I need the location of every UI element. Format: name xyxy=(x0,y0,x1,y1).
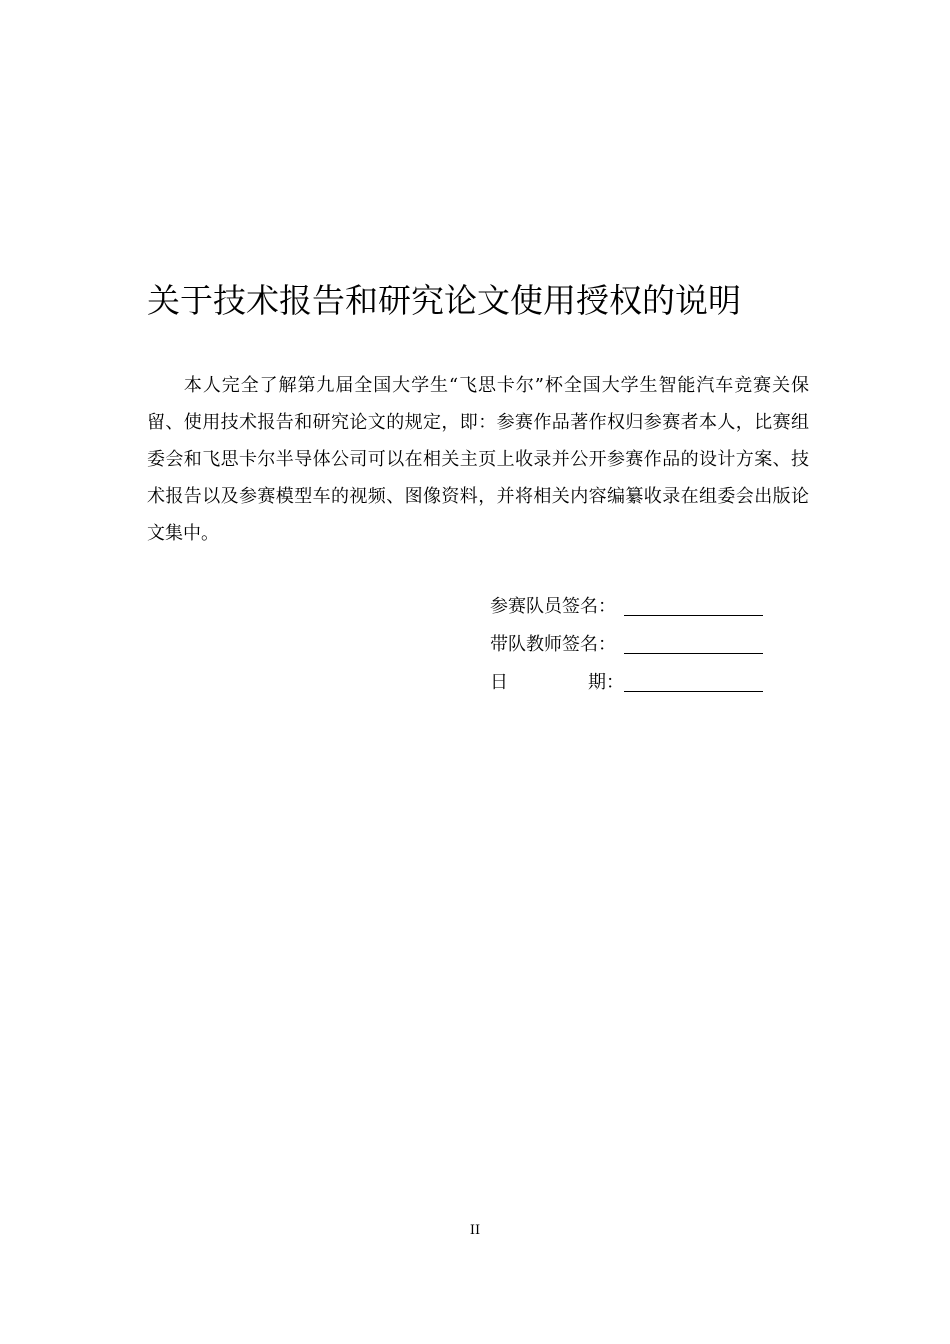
page-number: II xyxy=(469,1223,481,1238)
advisor-signature-line xyxy=(624,627,763,654)
advisor-signature-row xyxy=(490,627,780,665)
authorization-paragraph xyxy=(147,367,809,552)
page-title: 关于技术报告和研究论文使用授权的说明 xyxy=(147,281,741,320)
signature-block xyxy=(490,589,780,703)
date-row xyxy=(490,665,780,703)
date-line xyxy=(624,665,763,692)
member-signature-line xyxy=(624,589,763,616)
advisor-signature-label: 带队教师签名： xyxy=(490,634,616,655)
member-signature-row xyxy=(490,589,780,627)
member-signature-label: 参赛队员签名： xyxy=(490,596,616,617)
date-label-second: 期： xyxy=(588,672,624,693)
date-label-first: 日 xyxy=(490,672,508,693)
date-label xyxy=(490,665,624,701)
paragraph-text: 本人完全了解第九届全国大学生“飞思卡尔”杯全国大学生智能汽车竞赛关保留、使用技术报告和研究论文的规定，即：参赛作品著作权归参赛者本人，比赛组委会和飞思卡尔半导体公司可以在相关主页上收录并公开参赛作品的设计方案、技术报告以及参赛模型车的视频、图像资料，并将相关内容编纂收录在组委会出版论文集中。 xyxy=(147,375,809,544)
